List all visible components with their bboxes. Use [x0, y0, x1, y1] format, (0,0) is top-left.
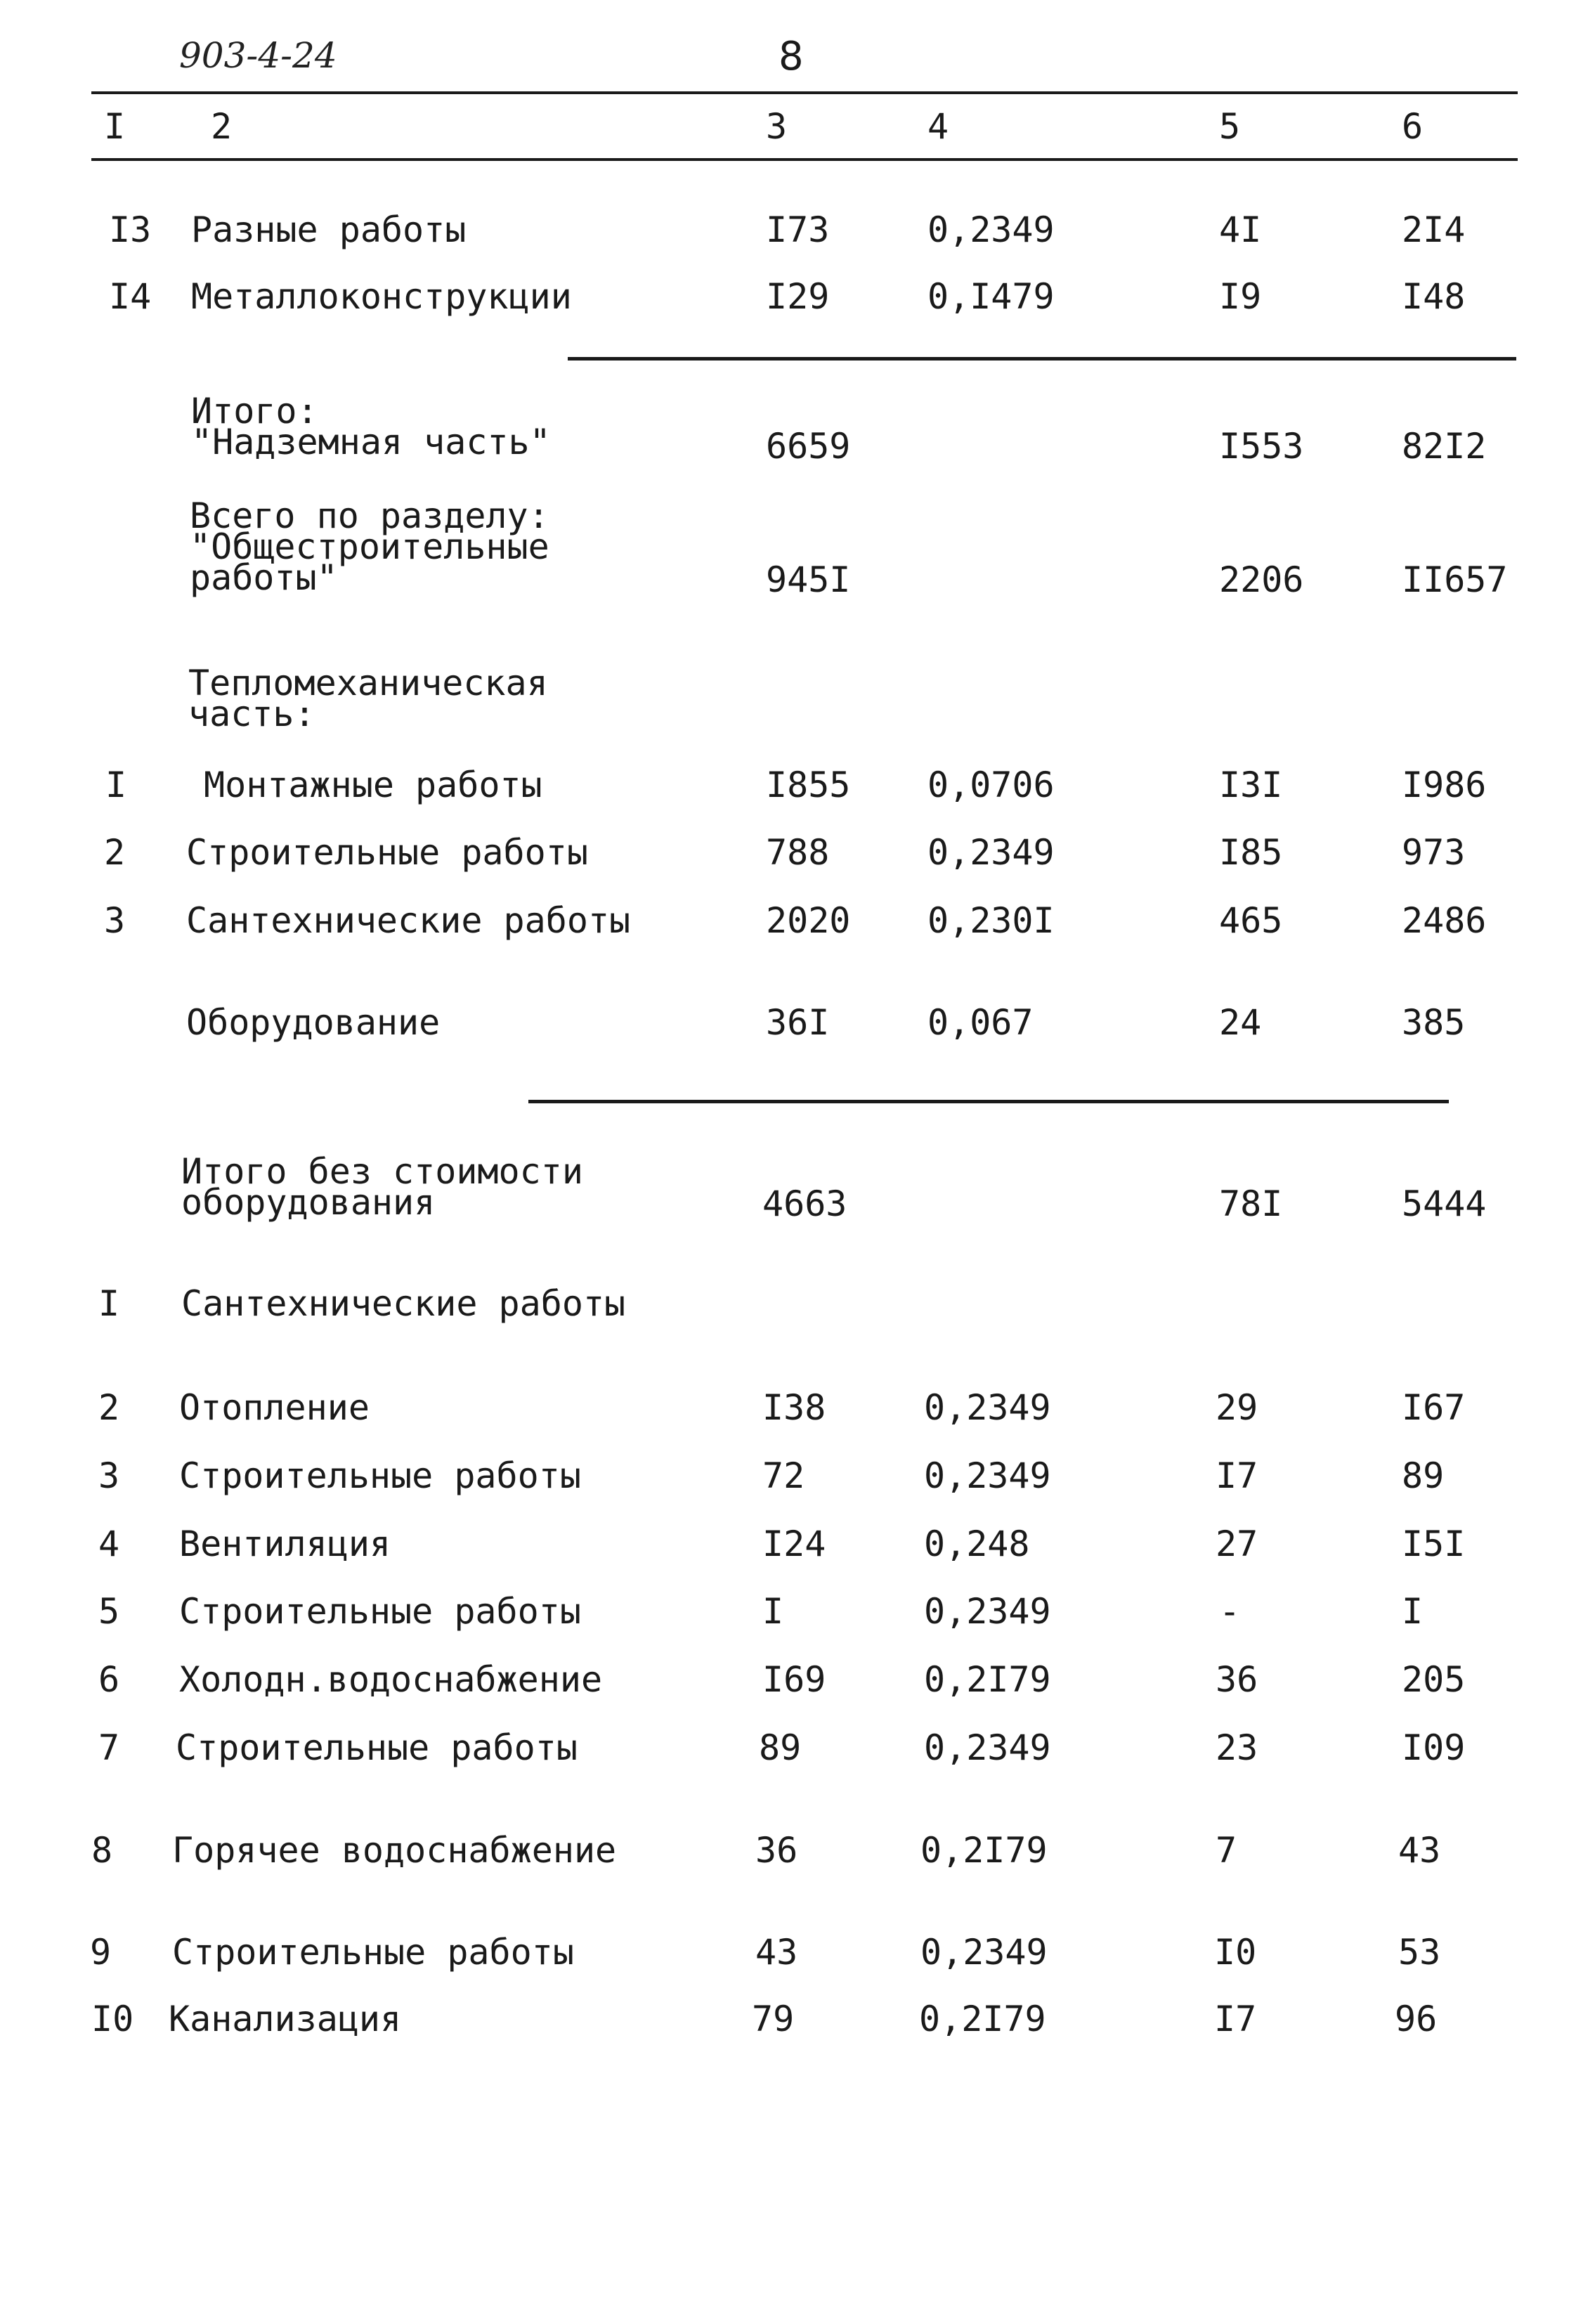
cell-col3: 4663 — [762, 1183, 847, 1224]
row-name: Вентиляция — [179, 1524, 391, 1564]
cell-col3: I73 — [766, 209, 830, 250]
cell-col4: 0,067 — [927, 1002, 1034, 1043]
cell-col5: 7 — [1216, 1830, 1237, 1871]
col-header-3: 3 — [766, 106, 788, 147]
cell-col5: 4I — [1219, 209, 1262, 250]
cell-col4: 0,I479 — [927, 276, 1055, 317]
cell-col3: I38 — [762, 1387, 826, 1428]
col-header-5: 5 — [1219, 106, 1241, 147]
cell-col4: 0,2349 — [924, 1591, 1051, 1632]
cell-col3: 945I — [766, 559, 851, 600]
row-number: I0 — [91, 1999, 134, 2039]
row-number: 7 — [98, 1727, 120, 1768]
row-name: Разные работы — [191, 209, 467, 250]
row-number: 3 — [104, 900, 126, 941]
cell-col3: I855 — [766, 765, 851, 805]
row-name: Строительные работы — [176, 1727, 578, 1768]
row-name: Всего по разделу: "Общестроительные работы" — [190, 495, 549, 598]
cell-col4: 0,2349 — [927, 832, 1055, 873]
row-name: Итого: "Надземная часть" — [191, 391, 551, 462]
row-number: I4 — [109, 276, 152, 317]
col-header-1: I — [104, 106, 126, 147]
cell-col5: I553 — [1219, 426, 1304, 467]
cell-col6: I67 — [1402, 1387, 1466, 1428]
cell-col4: 0,2349 — [924, 1727, 1051, 1768]
cell-col5: I9 — [1219, 276, 1262, 317]
row-name: Строительные работы — [179, 1591, 581, 1632]
row-number: I3 — [109, 209, 152, 250]
cell-col4: 0,2I79 — [920, 1830, 1048, 1871]
cell-col6: 82I2 — [1402, 426, 1487, 467]
page-number: 8 — [779, 34, 804, 79]
row-name: Сантехнические работы — [181, 1283, 626, 1324]
row-name: Строительные работы — [186, 832, 588, 873]
row-name: Монтажные работы — [204, 765, 542, 805]
cell-col4: 0,248 — [924, 1524, 1030, 1564]
row-number: 9 — [90, 1932, 112, 1973]
cell-col3: I — [762, 1591, 784, 1632]
cell-col3: 43 — [755, 1932, 798, 1973]
row-name: Отопление — [179, 1387, 370, 1428]
row-number: I — [105, 765, 127, 805]
cell-col5: 36 — [1216, 1659, 1258, 1700]
header-top-rule — [91, 91, 1518, 94]
cell-col4: 0,0706 — [927, 765, 1055, 805]
cell-col3: 72 — [762, 1455, 805, 1496]
row-name: Сантехнические работы — [186, 900, 631, 941]
row-number: 2 — [104, 832, 126, 873]
row-number: 6 — [98, 1659, 120, 1700]
row-name: Итого без стоимости оборудования — [181, 1151, 583, 1223]
cell-col3: 788 — [766, 832, 830, 873]
cell-col3: 89 — [759, 1727, 802, 1768]
cell-col6: I09 — [1402, 1727, 1466, 1768]
row-name: Холодн.водоснабжение — [179, 1659, 603, 1700]
cell-col6: I5I — [1402, 1524, 1466, 1564]
cell-col4: 0,2I79 — [924, 1659, 1051, 1700]
cell-col6: 2486 — [1402, 900, 1487, 941]
cell-col5: 23 — [1216, 1727, 1258, 1768]
col-header-6: 6 — [1402, 106, 1424, 147]
row-number: 5 — [98, 1591, 120, 1632]
cell-col5: 27 — [1216, 1524, 1258, 1564]
row-number: 2 — [98, 1387, 120, 1428]
cell-col5: I85 — [1219, 832, 1283, 873]
row-name: Металлоконструкции — [191, 276, 572, 317]
row-number: I — [98, 1283, 120, 1324]
cell-col5: I7 — [1216, 1455, 1258, 1496]
cell-col5: 29 — [1216, 1387, 1258, 1428]
col-header-4: 4 — [927, 106, 949, 147]
row-name: Строительные работы — [179, 1455, 581, 1496]
cell-col3: I24 — [762, 1524, 826, 1564]
row-number: 3 — [98, 1455, 120, 1496]
header-bottom-rule — [91, 158, 1518, 161]
cell-col4: 0,2349 — [924, 1455, 1051, 1496]
cell-col4: 0,2I79 — [919, 1999, 1046, 2039]
subtotal-rule — [528, 1100, 1449, 1103]
cell-col3: 79 — [752, 1999, 795, 2039]
row-name: Канализация — [169, 1999, 402, 2039]
row-number: 4 — [98, 1524, 120, 1564]
row-name: Оборудование — [186, 1002, 441, 1043]
cell-col6: 43 — [1398, 1830, 1441, 1871]
cell-col4: 0,2349 — [927, 209, 1055, 250]
cell-col6: II657 — [1402, 559, 1508, 600]
cell-col3: 2020 — [766, 900, 851, 941]
col-header-2: 2 — [211, 106, 233, 147]
cell-col4: 0,2349 — [924, 1387, 1051, 1428]
cell-col5: I7 — [1214, 1999, 1257, 2039]
cell-col6: 96 — [1395, 1999, 1438, 2039]
cell-col6: 89 — [1402, 1455, 1445, 1496]
cell-col3: I29 — [766, 276, 830, 317]
cell-col3: 36 — [755, 1830, 798, 1871]
cell-col6: I986 — [1402, 765, 1487, 805]
cell-col6: 53 — [1398, 1932, 1441, 1973]
cell-col6: 2I4 — [1402, 209, 1466, 250]
cell-col5: - — [1219, 1591, 1241, 1632]
cell-col3: 6659 — [766, 426, 851, 467]
cell-col5: I3I — [1219, 765, 1283, 805]
document-code: 903-4-24 — [179, 35, 337, 76]
row-name: Тепломеханическая часть: — [188, 663, 548, 734]
cell-col5: I0 — [1214, 1932, 1257, 1973]
cell-col6: I — [1402, 1591, 1424, 1632]
cell-col5: 2206 — [1219, 559, 1304, 600]
row-number: 8 — [91, 1830, 113, 1871]
cell-col6: 5444 — [1402, 1183, 1487, 1224]
cell-col5: 78I — [1219, 1183, 1283, 1224]
cell-col6: 205 — [1402, 1659, 1466, 1700]
cell-col6: 385 — [1402, 1002, 1466, 1043]
cell-col5: 24 — [1219, 1002, 1262, 1043]
cell-col6: I48 — [1402, 276, 1466, 317]
cell-col6: 973 — [1402, 832, 1466, 873]
cell-col4: 0,230I — [927, 900, 1055, 941]
row-name: Строительные работы — [172, 1932, 574, 1973]
cell-col3: I69 — [762, 1659, 826, 1700]
cell-col5: 465 — [1219, 900, 1283, 941]
row-name: Горячее водоснабжение — [172, 1830, 617, 1871]
subtotal-rule — [568, 357, 1516, 361]
cell-col4: 0,2349 — [920, 1932, 1048, 1973]
cell-col3: 36I — [766, 1002, 830, 1043]
